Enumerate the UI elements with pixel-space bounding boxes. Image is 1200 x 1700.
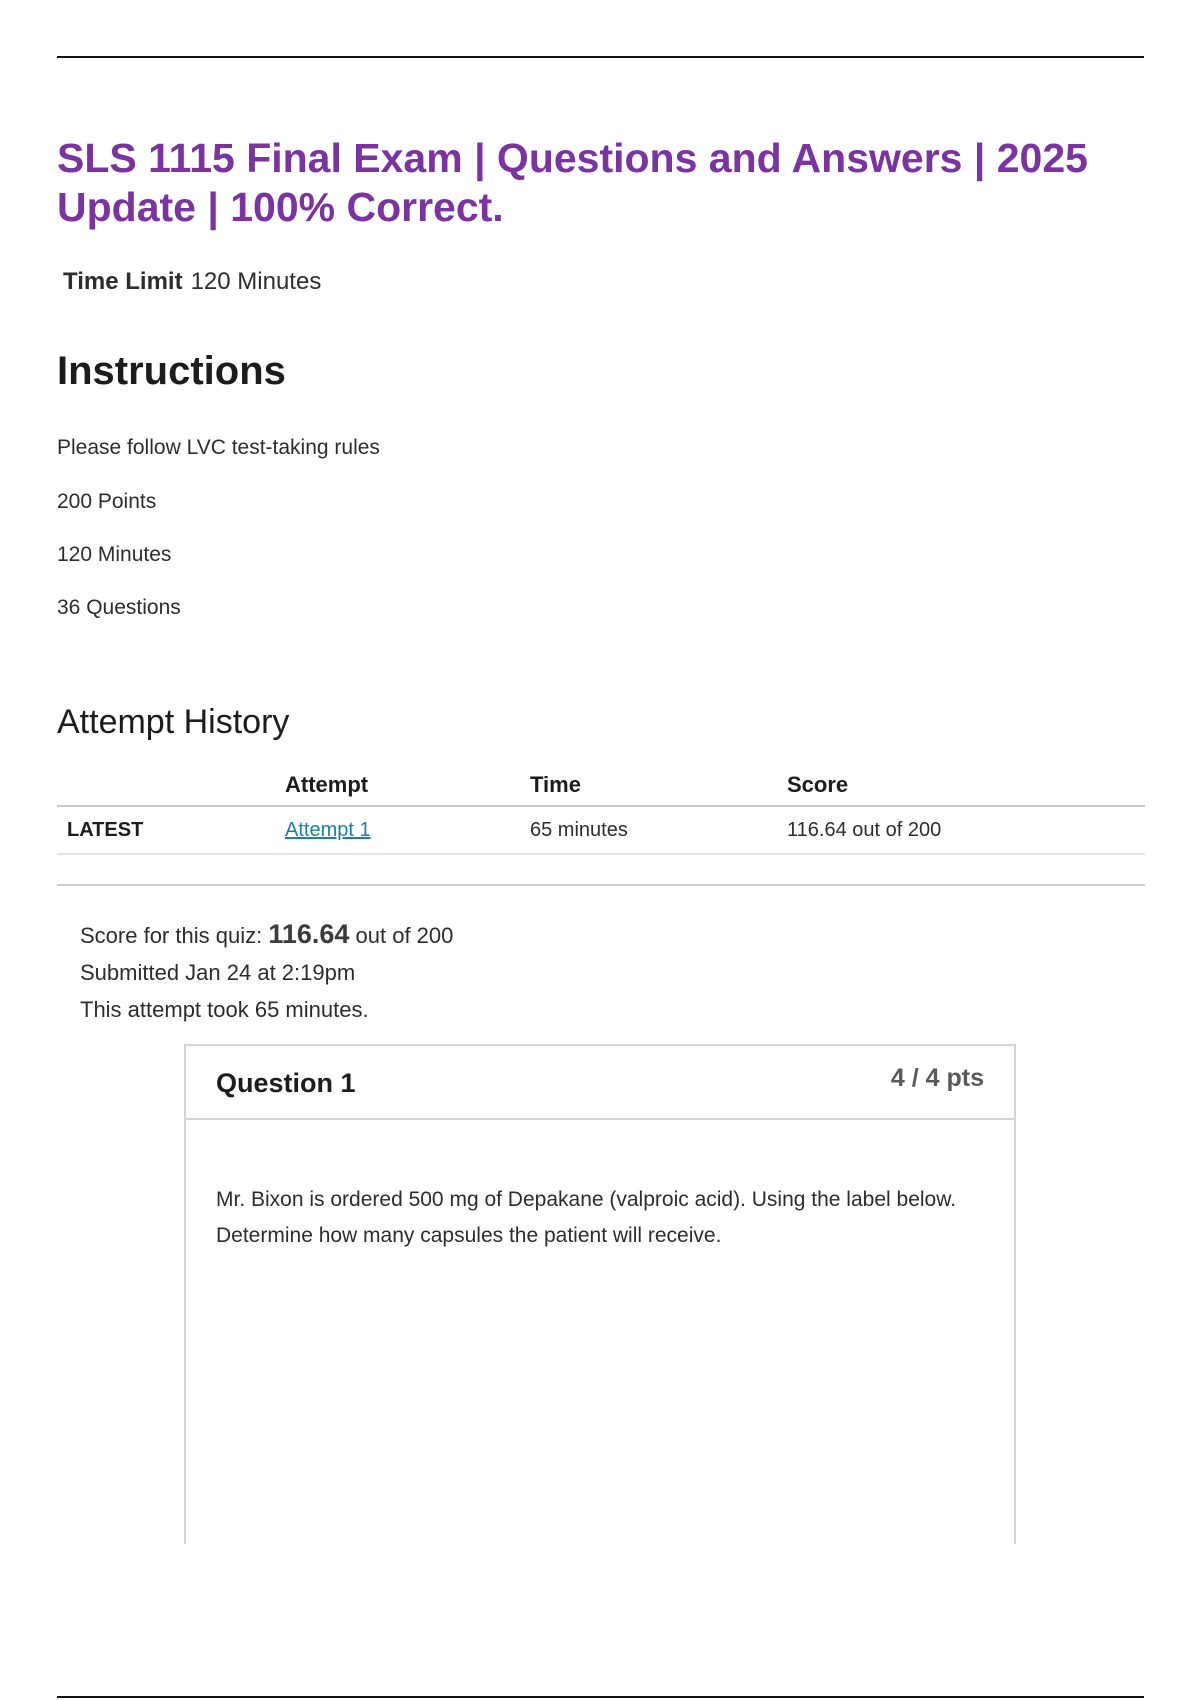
attempt-1-link[interactable]: Attempt 1 <box>285 818 371 841</box>
question-text: Mr. Bixon is ordered 500 mg of Depakane (valproic acid). Using the label below. Determine how many capsules the patient will receive. <box>216 1188 957 1247</box>
time-limit-value: 120 Minutes <box>190 268 322 295</box>
time-limit <box>63 268 321 296</box>
quiz-score-suffix: out of 200 <box>349 923 454 948</box>
column-header-attempt: Attempt <box>285 765 530 806</box>
quiz-score-prefix: Score for this quiz: <box>80 923 269 948</box>
table-header-row <box>57 765 1145 806</box>
question-card <box>184 1044 1016 1544</box>
document-title: SLS 1115 Final Exam | Questions and Answers | 2025 Update | 100% Correct. <box>57 135 1088 230</box>
column-header-status <box>57 765 285 806</box>
column-header-time: Time <box>530 765 787 806</box>
table-row <box>57 806 1145 854</box>
quiz-score-value: 116.64 <box>268 919 350 949</box>
submitted-timestamp: Submitted Jan 24 at 2:19pm <box>80 960 356 985</box>
attempt-history-heading: Attempt History <box>57 703 290 741</box>
top-rule <box>57 56 1144 58</box>
attempt-history-table <box>57 765 1145 855</box>
instructions-heading: Instructions <box>57 349 286 393</box>
section-divider <box>57 884 1145 886</box>
attempt-cell <box>285 806 530 854</box>
attempt-score: 116.64 out of 200 <box>787 806 1145 854</box>
bottom-rule <box>57 1696 1144 1698</box>
question-points: 4 / 4 pts <box>890 1064 984 1092</box>
instruction-line-points: 200 Points <box>57 490 157 513</box>
attempt-status: LATEST <box>57 806 285 854</box>
score-summary <box>80 916 453 1028</box>
instruction-line-rules: Please follow LVC test-taking rules <box>57 436 380 459</box>
attempt-time: 65 minutes <box>530 806 787 854</box>
column-header-score: Score <box>787 765 1145 806</box>
question-title: Question 1 <box>216 1068 356 1098</box>
instruction-line-minutes: 120 Minutes <box>57 543 172 566</box>
time-limit-label: Time Limit <box>63 268 183 295</box>
quiz-score-line <box>80 916 453 954</box>
question-header <box>186 1046 1014 1120</box>
instruction-line-questions: 36 Questions <box>57 596 181 619</box>
attempt-duration: This attempt took 65 minutes. <box>80 997 369 1022</box>
